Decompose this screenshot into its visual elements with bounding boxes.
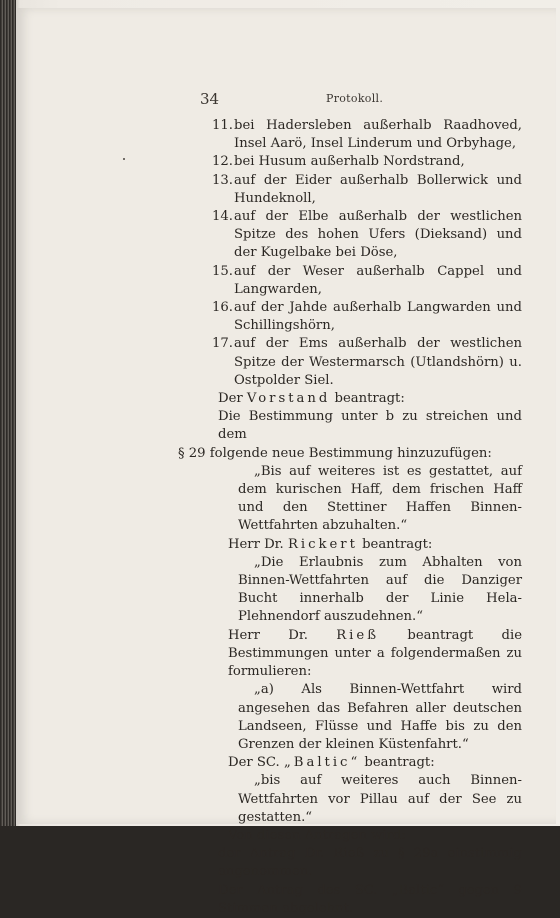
motion-baltic [200, 754, 522, 827]
resolution-intro: Von diesen Anträgen wird: [228, 827, 406, 843]
item-text: bei Hadersleben außerhalb Raadhoved, Insel Aarö, Insel Linderum und Orbyhage, [234, 118, 522, 152]
list-item [200, 117, 522, 153]
item-number: 17. [212, 336, 233, 352]
list-item [200, 263, 522, 299]
item-number: 15. [212, 263, 233, 279]
motion-lead: Der SC. „Baltic“ beantragt: [228, 755, 435, 771]
item-number: 14. [212, 209, 233, 225]
item-text: auf der Ems außerhalb der westlichen Spitze der Westermarsch (Utlandshörn) u. Ostpolder Siel. [234, 336, 522, 388]
item-number: 16. [212, 300, 233, 316]
item-number: 13. [212, 172, 233, 188]
motion-vorstand [178, 390, 522, 536]
list-item [200, 172, 522, 208]
speaker-name: Rickert [287, 536, 358, 552]
page-number: 34 [200, 90, 220, 108]
motion-quote: „bis auf weiteres auch Binnen-Wettfahrten vor Pillau auf der See zu gestatten.“ [238, 773, 522, 825]
motion-quote: „Die Erlaubnis zum Abhalten von Binnen-Wettfahrten auf die Danziger Bucht innerhalb der Linie Hela-Plehnendorf auszudehnen.“ [238, 554, 522, 625]
motion-riess [200, 627, 522, 754]
motion-rickert [200, 536, 522, 627]
ink-speck [123, 158, 125, 160]
page-body [178, 117, 522, 918]
item-number: 12. [212, 154, 233, 170]
resolution-text: Der Antrag des SC. „Baltic“ gegen 9 Stimmen abgelehnt. [218, 882, 522, 916]
running-title: Protokoll. [326, 92, 384, 105]
list-item [200, 153, 522, 171]
motion-lead: Der Vorstand beantragt: [218, 391, 405, 407]
resolution-text: der Antrag Dr. Rieß zu § 29a einstimmig angenommen. [218, 846, 522, 880]
resolution [200, 827, 522, 918]
speaker-name: Rieß [336, 627, 380, 643]
motion-lead: Herr Dr. Rickert beantragt: [228, 536, 433, 552]
speaker-name: „Baltic“ [283, 755, 361, 771]
book-spine-edge [0, 0, 16, 826]
speaker-name: Vorstand [246, 391, 331, 407]
motion-lead: Herr Dr. Rieß beantragt die Bestimmungen unter a folgendermaßen zu formulieren: [228, 627, 522, 680]
item-text: auf der Elbe außerhalb der westlichen Spitze des hohen Ufers (Dieksand) und der Kugelbake bei Döse, [234, 209, 522, 261]
item-text: auf der Jahde außerhalb Langwarden und Schillingshörn, [234, 300, 522, 334]
motion-quote: „a) Als Binnen-Wettfahrt wird angesehen das Befahren aller deutschen Landseen, Flüsse und Haffe bis zu den Grenzen der kleinen Küstenfahrt.“ [238, 682, 522, 752]
motion-text: Die Bestimmung unter b zu streichen und dem [218, 409, 522, 443]
list-item [200, 208, 522, 263]
harbour-list [200, 117, 522, 390]
list-item [200, 335, 522, 390]
page-header [200, 90, 520, 110]
motion-quote: „Bis auf weiteres ist es gestattet, auf dem kurischen Haff, dem frischen Haff und den Stettiner Haffen Binnen-Wettfahrten abzuhalten.“ [238, 463, 522, 534]
item-number: 11. [212, 118, 233, 133]
item-text: auf der Weser außerhalb Cappel und Langwarden, [234, 263, 522, 297]
motion-text: § 29 folgende neue Bestimmung hinzuzufügen: [178, 445, 492, 461]
item-text: bei Husum außerhalb Nordstrand, [234, 154, 465, 170]
list-item [200, 299, 522, 335]
item-text: auf der Eider außerhalb Bollerwick und Hundeknoll, [234, 172, 522, 206]
